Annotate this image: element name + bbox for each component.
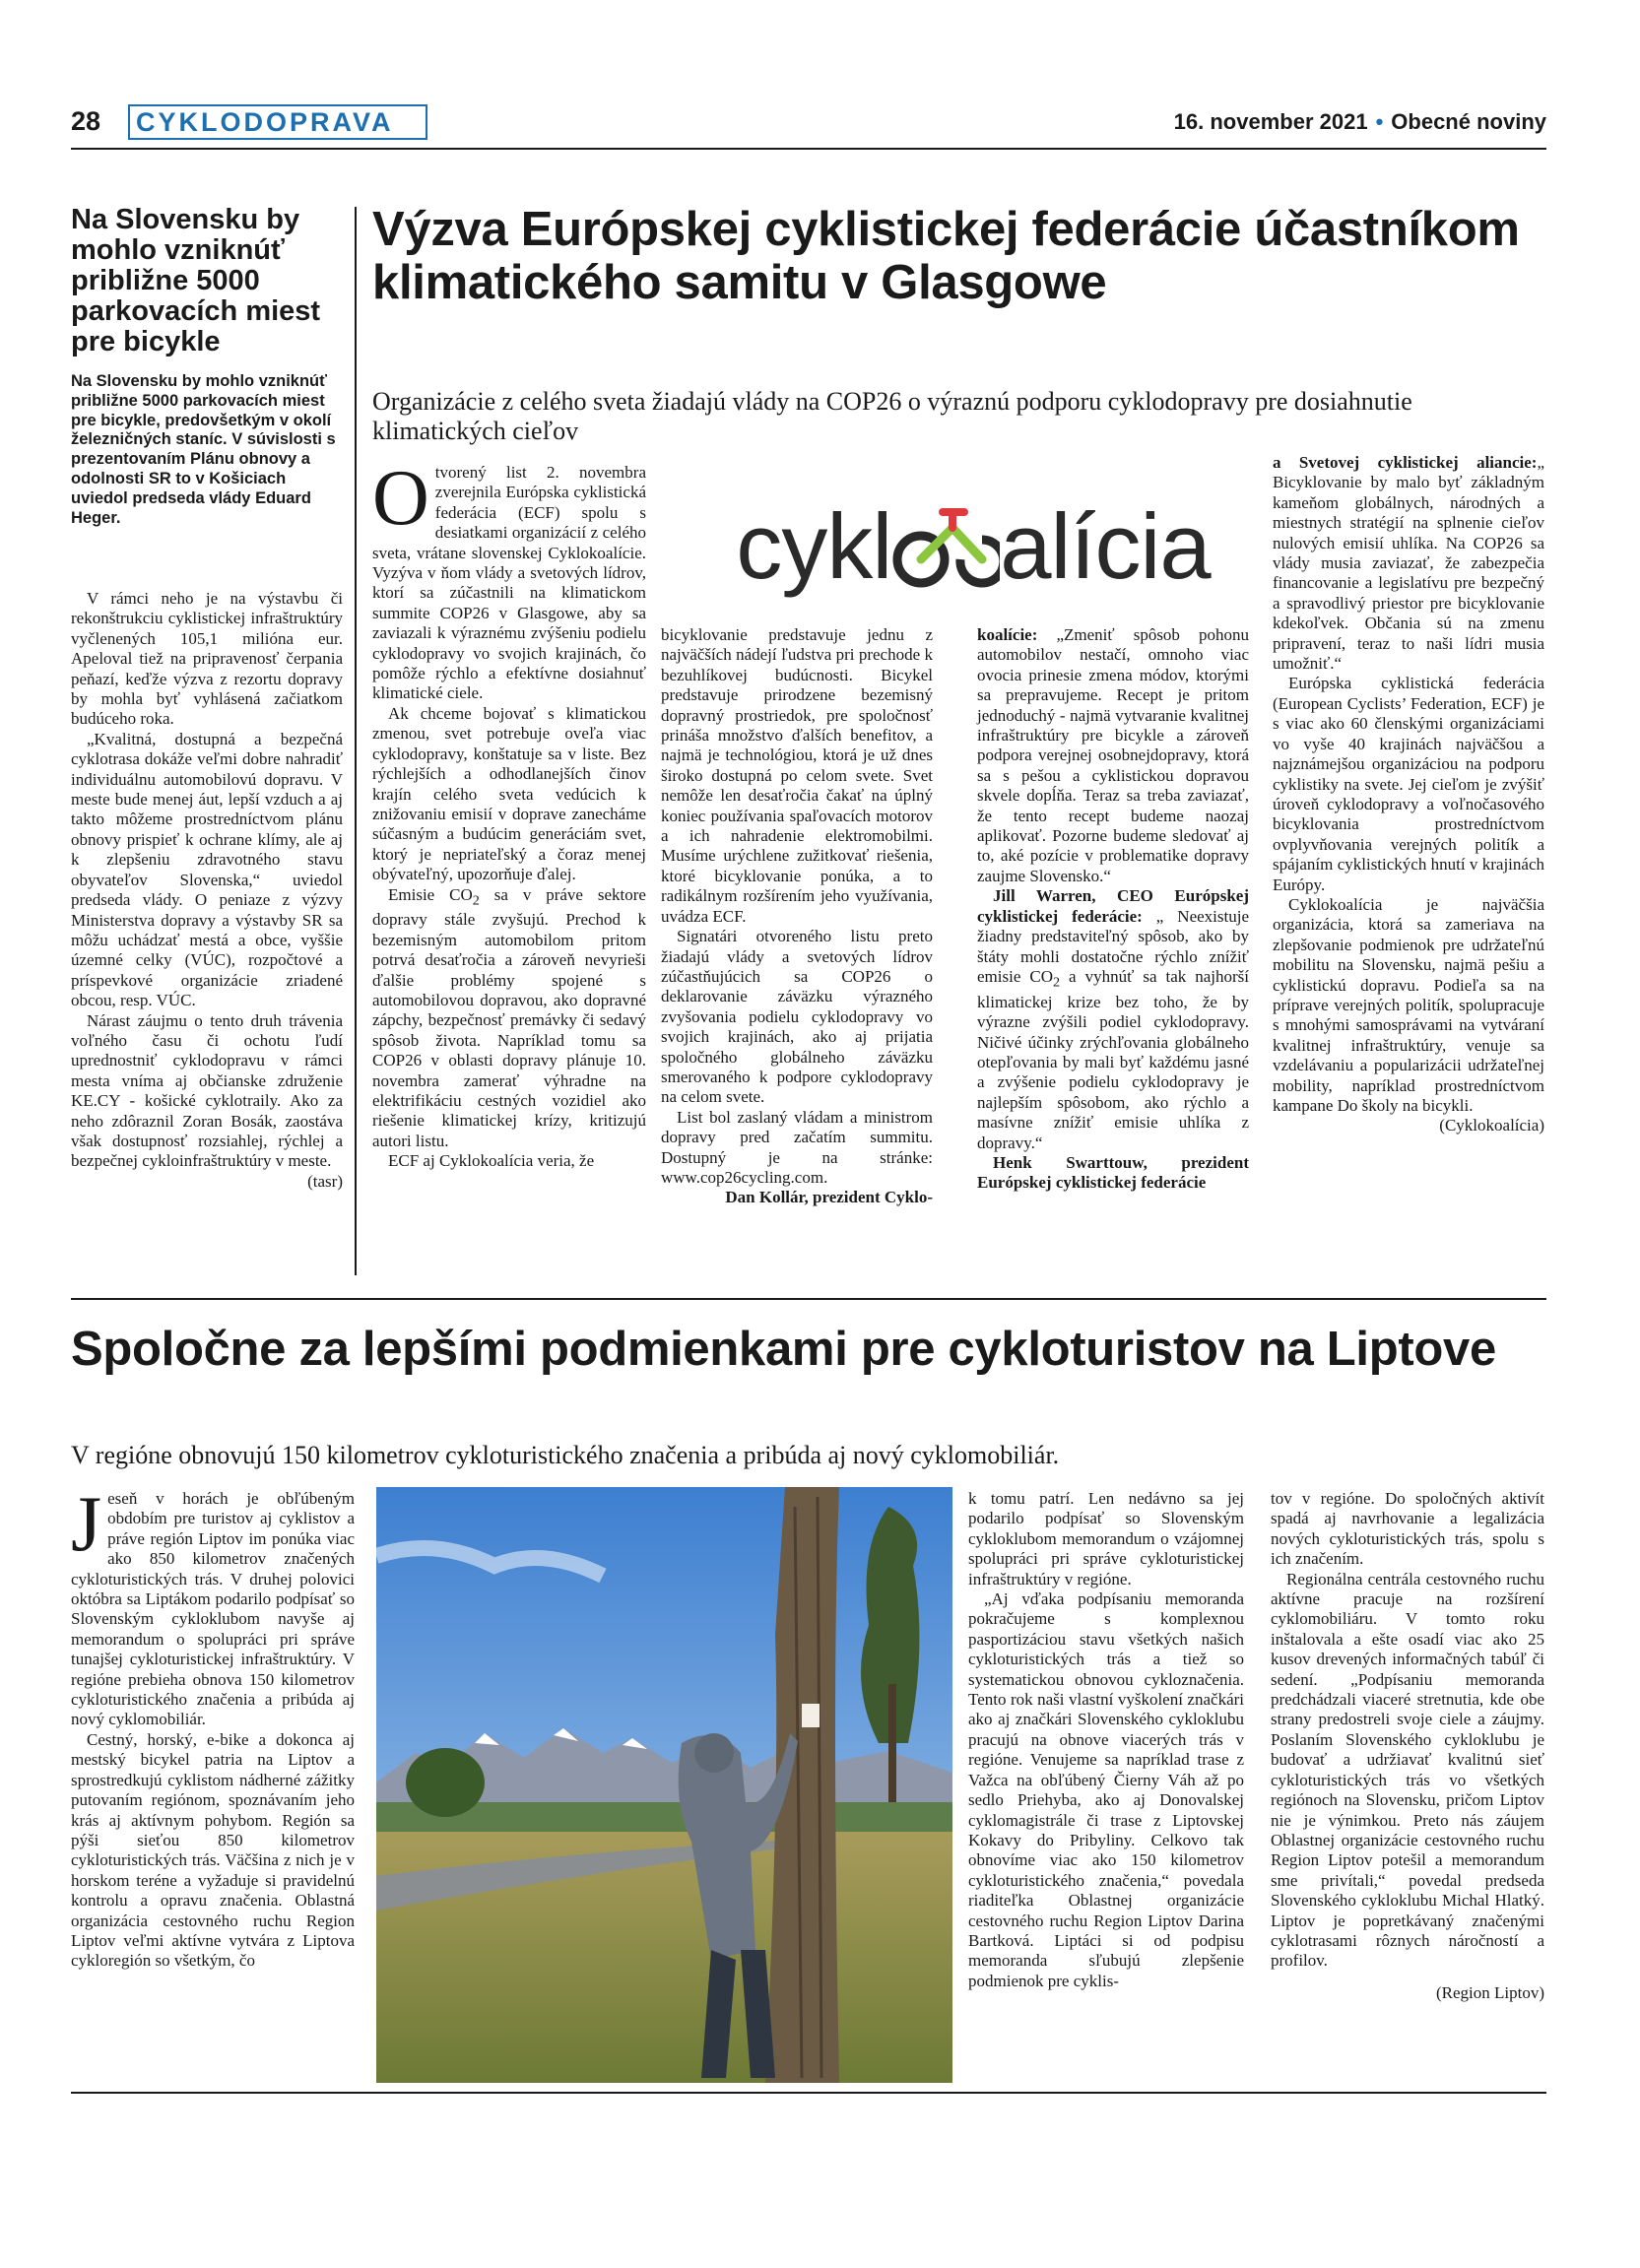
issue-date: 16. november 2021 — [1173, 109, 1368, 134]
paragraph — [1273, 453, 1544, 674]
article1-column-4 — [1273, 453, 1544, 1136]
section-label: CYKLODOPRAVA — [128, 104, 427, 140]
article1-column-2 — [661, 625, 933, 1208]
paragraph: „Aj vďaka podpísaniu memoranda pokračujeme s komplexnou pasportizáciou stavu všetkých našich cykloturistických trás a tiež so systematickou obnovou cykloznačenia. Tento rok naši vlastní vyškolení značkári ako aj značkári Slovenského cykloklubu pracujú na obnove viacerých trás v regióne. Venujeme sa napríklad trase z Važca na obľúbený Čierny Váh až po sedlo Priehyba, ako aj Donovalskej cyklomagistrále či trase z Liptovskej Kokavy do Pribyliny. Celkovo tak obnovíme viac ako 150 kilometrov cykloturistického značenia,“ povedala riaditeľka Oblastnej organizácie cestovného ruchu Region Liptov Darina Bartková. Liptáci si od podpisu memoranda sľubujú zlepšenie podmienok pre cyklis- — [968, 1589, 1244, 1990]
drop-cap: J — [71, 1481, 102, 1568]
article1-column-3 — [977, 625, 1249, 1194]
cyklokoalicia-logo — [692, 473, 1254, 620]
drop-cap: O — [372, 455, 429, 542]
signature: Dan Kollár, prezident Cyklo- — [725, 1188, 933, 1207]
text: sa v práve sektore dopravy stále zvyšujú. Prechod k bezemisným automobilom pritom potrvá desaťročia a zároveň nevyrieši ďalšie problémy spojené s automobilovou dopravou, ako dopravné zápchy, bezpečnosť premávky či sedavý spôsob života. Napríklad tomu sa COP26 v oblasti dopravy plánuje 10. novembra zamerať výhradne na elektrifikáciu cestných vozidiel ako riešenie klimatickej krízy, kritizujú autori listu. — [372, 884, 646, 1150]
paragraph-text: eseň v horách je obľúbeným obdobím pre turistov aj cyklistov a práve región Liptov im ponúka viac ako 850 kilometrov značených cykloturistických trás. V druhej polovici októbra sa Liptákom podarilo podpísať so Slovenským cykloklubom navyše aj memorandum o spolupráci pri správe tunajšej cykloturistickej infraštruktúry. V regióne prebieha obnova 150 kilometrov cykloturistického značenia a pribúda aj nový cyklomobiliár. — [71, 1489, 355, 1729]
article-title: Spoločne za lepšími podmienkami pre cykloturistov na Liptove — [71, 1323, 1496, 1376]
dateline — [1174, 108, 1546, 136]
page-number: 28 — [71, 106, 101, 136]
paragraph-text: tvorený list 2. novembra zverejnila Európska cyklistická federácia (ECF) spolu s desiatkami organizácií z celého sveta, vrátane slovenskej Cyklokoalície. Vyzýva v ňom vlády a svetových lídrov, ktorí sa zúčastnili na klimatickom summite COP26 v Glasgowe, aby sa zaviazali k výraznému zvýšeniu podielu cyklodopravy vo svojich krajinách, čo pomôže rýchlo a efektívne dosiahnuť klimatické ciele. — [372, 463, 646, 703]
logo-text-left: cykl — [736, 494, 892, 598]
article2-column-1 — [71, 1481, 355, 1972]
text: Emisie CO — [388, 884, 473, 904]
paragraph: k tomu patrí. Len nedávno sa jej podarilo podpísať so Slovenským cykloklubom memorandum o vzájomnej spolupráci pri správe cykloturistickej infraštruktúry v regióne. — [968, 1489, 1244, 1588]
paragraph: V rámci neho je na výstavbu či rekonštrukciu cyklistickej infraštruktúry vyčlenených 105,1 milióna eur. Apeloval tiež na pripravenosť čerpania peňazí, keďže výzva z rezortu dopravy by mohla byť vyhlásená začiatkom budúceho roka. — [71, 589, 343, 729]
paragraph: List bol zaslaný vládam a ministrom dopravy pred začatím summitu. Dostupný je na stránke: www.cop26cycling.com. — [661, 1107, 933, 1187]
article1-column-1 — [372, 455, 646, 1172]
paragraph: „Kvalitná, dostupná a bezpečná cyklotrasa dokáže veľmi dobre nahradiť individuálnu automobilovú dopravu. V meste bude menej áut, lepší vzduch a aj takto môžeme prostredníctvom plánu obnovy prispieť k ochrane klímy, ale aj k zlepšeniu zdravotného stavu obyvateľov Slovenska,“ uviedol predseda vlády. O peniaze z výzvy Ministerstva dopravy a výstavby SR sa môžu uchádzať mestá a obce, vyššie územné celky (VÚC), rozpočtové a príspevkové organizácie zriadené obcou, resp. VÚC. — [71, 729, 343, 1010]
speaker-label: Jill Warren, CEO Európskej cyklistickej federácie: — [977, 886, 1249, 926]
header-rule — [71, 148, 1546, 150]
paragraph: Regionálna centrála cestovného ruchu aktívne pracuje na rozšírení cyklomobiliáru. V tomto roku inštalovala a ešte osadí viac ako 25 kusov drevených informačných tabúľ či sedení. „Podpísaniu memoranda predchádzali viaceré stretnutia, kde obe strany predostreli svoje ciele a záujmy. Poslaním Slovenského cykloklubu je budovať a udržiavať kvalitnú sieť cykloturistických trás vo všetkých regiónoch na Slovensku, pričom Liptov nie je výnimkou. Preto nás záujem Oblastnej organizácie cestovného ruchu Region Liptov potešil a memorandum sme privítali,“ povedal predseda Slovenského cykloklubu Michal Hlatký. Liptov je popretkávaný značenými cyklotrasami rôznych náročností a profilov. — [1271, 1569, 1544, 1971]
publication-name: Obecné noviny — [1391, 109, 1546, 134]
paragraph: bicyklovanie predstavuje jednu z najväčších nádejí ľudstva pri prechode k bezuhlíkovej budúcnosti. Bicykel predstavuje prirodzene bezemisný dopravný prostriedok, pre spoločnosť prináša množstvo ďalších benefitov, a najmä je technológiou, ktorá je už dnes široko dostupná po celom svete. Svet nemôže len desaťročia čakať na úplný koniec používania spaľovacích motorov a ich nahradenie elektromobilmi. Musíme urýchlene zužitkovať riešenia, ktoré bicyklovanie ponúka, a to radikálnym rozšírením jeho využívania, uvádza ECF. — [661, 625, 933, 926]
paragraph — [372, 885, 646, 1152]
paragraph: tov v regióne. Do spoločných aktivít spadá aj navrhovanie a legalizácia nových cykloturistických trás, spolu s ich značením. — [1271, 1489, 1544, 1569]
paragraph: Cyklokoalícia je najväčšia organizácia, ktorá sa zameriava na zlepšovanie podmienok pre udržateľnú mobilitu na Slovensku, najmä pešiu a cyklistickú dopravu. Podieľa sa na príprave verejných politík, spolupracuje s mnohými samosprávami na vytváraní kvalitnej infraštruktúry, venuje sa vzdelávaniu a popularizácii udržateľnej mobility, napríklad prostredníctvom kampane Do školy na bicykli. — [1273, 894, 1544, 1115]
speaker-label: a Svetovej cyklistickej aliancie: — [1273, 453, 1538, 472]
article-subtitle: Organizácie z celého sveta žiadajú vlády na COP26 o výraznú podporu cyklodopravy pre dosiahnutie klimatických cieľov — [372, 387, 1412, 445]
text: „ Neexistuje žiadny predstaviteľný spôsob, ako by štáty mohli dostatočne rýchlo znížiť emisie CO — [977, 906, 1249, 986]
article-title: Výzva Európskej cyklistickej federácie účastníkom klimatického samitu v Glasgowe — [372, 203, 1520, 309]
article-subtitle: V regióne obnovujú 150 kilometrov cykloturistického značenia a pribúda aj nový cyklomobiliár. — [71, 1441, 1060, 1469]
side-article-title: Na Slovensku by mohlo vzniknúť približne 5000 parkovacích miest pre bicykle — [71, 204, 321, 357]
paragraph — [71, 1481, 355, 1730]
paragraph: ECF aj Cyklokoalícia veria, že — [388, 1151, 595, 1171]
source-credit: (tasr) — [307, 1171, 343, 1191]
column-divider — [355, 207, 357, 1275]
text: „Zmeniť spôsob pohonu automobilov nestačí, omnoho viac ovocia prinesie zmena módov, ktorými sa prepravujeme. Recept je pritom jednoduchý - najmä vytvaranie kvalitnej infraštruktúry pre bicykle a zároveň podpora verejnej osobnejdopravy, ktorá sa s pešou a cyklistickou dopravou skvele dopĺňa. Teraz sa treba zaviazať, že tento recept budeme naozaj aplikovať. Pozorne budeme sledovať aj to, aké pozície v problematike dopravy zaujme Slovensko.“ — [977, 625, 1249, 885]
paragraph: Ak chceme bojovať s klimatickou zmenou, svet potrebuje oveľa viac cyklodopravy, konštatuje sa v liste. Bez rýchlejších a odhodlanejších činov krajín celého sveta vedúcich k znižovaniu emisií v doprave zanecháme súčasným a budúcim generáciám svet, ktorý je nepriateľský a čoraz menej obývateľný, upozorňuje ďalej. — [372, 703, 646, 884]
article2-column-2 — [968, 1489, 1244, 1991]
article-divider — [71, 1298, 1546, 1300]
paragraph — [977, 625, 1249, 886]
paragraph: Cestný, horský, e-bike a dokonca aj mestský bicykel patria na Liptov a sprostredkujú cyklistom nádherné zážitky putovaním regiónom, spoznávaním jeho krás aj aktívnym pohybom. Región sa pýši sieťou 850 kilometrov cykloturistických trás. Väčšina z nich je v horskom teréne a vyžaduje si pravidelnú kontrolu a opravu značenia. Oblastná organizácia cestovného ruchu Region Liptov veľmi aktívne vytvára z Liptova cykloregión so všetkým, čo — [71, 1729, 355, 1971]
paragraph — [372, 455, 646, 704]
paragraph: Nárast záujmu o tento druh trávenia voľného času či ochotu ľudí uprednostniť cyklodopravu v rámci mesta vníma aj občianske združenie KE.CY - košické cyklotraily. Ako za neho zdôraznil Zoran Bosák, zaostáva však dostupnosť rozsiahlej, rýchlej a bezpečnej cykloinfraštruktúry v meste. — [71, 1010, 343, 1171]
source-credit: (Region Liptov) — [1435, 1982, 1544, 2002]
article2-column-3 — [1271, 1489, 1544, 2003]
subscript: 2 — [472, 891, 480, 908]
signature: Henk Swarttouw, prezident Európskej cyklistickej federácie — [977, 1152, 1249, 1193]
footer-rule — [71, 2092, 1546, 2094]
bike-icon — [891, 500, 1000, 593]
subscript: 2 — [1052, 974, 1061, 991]
paragraph — [977, 886, 1249, 1153]
paragraph: Signatári otvoreného listu preto žiadajú vlády a svetových lídrov zúčastňujúcich sa COP26 o deklarovanie záväzku výrazného zvyšovania podielu cyklodopravy vo svojich krajinách, ako aj prijatia spoločného globálneho záväzku smerovaného k podpore cyklodopravy na celom svete. — [661, 927, 933, 1107]
paragraph: Európska cyklistická federácia (European Cyclists’ Federation, ECF) je s viac ako 60 členskými organizáciami vo vyše 40 krajinách najväčšou a najznámejšou organizáciou na podporu cyklistiky na svete. Jej cieľom je zvýšiť úroveň cyklodopravy a voľnočasového bicyklovania prostredníctvom ovplyvňovania verejných politík a spájaním cyklistických hnutí v krajinách Európy. — [1273, 674, 1544, 894]
logo-text-right: alícia — [1000, 494, 1211, 598]
text: a vyhnúť sa tak najhorší klimatickej krize bez toho, že by výrazne zvýšili podiel cyklodopravy. Ničivé účinky zrýchľovania globálneho otepľovania by mali byť každému jasné a zvýšenie podielu cyklodopravy je najlepším spôsobom, ako rýchlo a masívne znížiť emisie uhlíka z dopravy.“ — [977, 966, 1249, 1152]
speaker-label: koalície: — [977, 625, 1038, 644]
separator-dot: • — [1375, 109, 1384, 134]
side-article-lead: Na Slovensku by mohlo vzniknúť približne 5000 parkovacích miest pre bicykle, predovšetkým v okolí železničných staníc. V súvislosti s prezentovaním Plánu obnovy a odolnosti SR to v Košiciach uviedol predseda vlády Eduard Heger. — [71, 372, 336, 527]
side-article-body — [71, 589, 343, 1192]
text: „ Bicyklovanie by malo byť základným kameňom globálnych, národných a miestnych stratégií na splnenie cieľov nulových emisií uhlíka. Na COP26 sa vlády musia zaviazať, že zabezpečia financovanie a legislatívu pre bezpečný a spravodlivý priestor pre bicyklovanie kdekoľvek. Občania sú na zmenu pripravení, teraz to naši lídri musia umožniť.“ — [1273, 453, 1544, 674]
source-credit: (Cyklokoalícia) — [1439, 1116, 1544, 1135]
photo-marking-tree — [376, 1487, 952, 2083]
